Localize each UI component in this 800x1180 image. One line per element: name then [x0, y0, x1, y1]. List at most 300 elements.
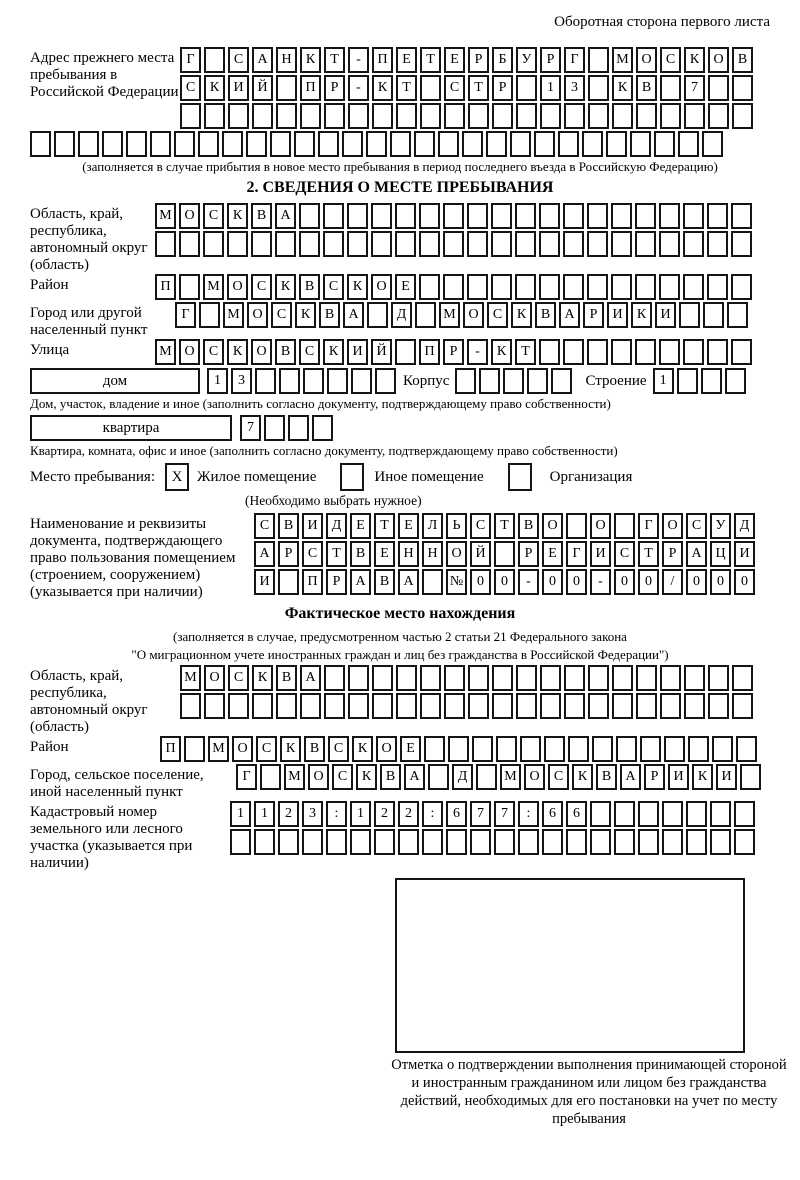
char-cell[interactable]: 3 [302, 801, 323, 827]
char-cell[interactable] [731, 231, 752, 257]
char-cell[interactable] [347, 203, 368, 229]
char-cell[interactable]: А [350, 569, 371, 595]
char-cell[interactable]: И [668, 764, 689, 790]
char-cell[interactable]: Е [395, 274, 416, 300]
char-cell[interactable]: Е [350, 513, 371, 539]
char-cell[interactable] [707, 339, 728, 365]
char-cell[interactable] [294, 131, 315, 157]
char-cell[interactable] [660, 693, 681, 719]
char-cell[interactable]: М [439, 302, 460, 328]
char-cell[interactable] [635, 231, 656, 257]
char-cell[interactable]: С [328, 736, 349, 762]
char-cell[interactable]: Е [398, 513, 419, 539]
char-cell[interactable]: Р [518, 541, 539, 567]
char-cell[interactable]: М [180, 665, 201, 691]
char-cell[interactable]: Е [400, 736, 421, 762]
char-cell[interactable]: С [254, 513, 275, 539]
char-cell[interactable] [491, 231, 512, 257]
char-cell[interactable] [468, 103, 489, 129]
char-cell[interactable]: С [180, 75, 201, 101]
char-cell[interactable] [300, 693, 321, 719]
char-cell[interactable] [540, 103, 561, 129]
char-cell[interactable] [612, 103, 633, 129]
char-cell[interactable] [300, 103, 321, 129]
char-cell[interactable] [636, 693, 657, 719]
char-cell[interactable]: С [444, 75, 465, 101]
char-cell[interactable] [614, 801, 635, 827]
char-cell[interactable]: 7 [494, 801, 515, 827]
char-cell[interactable]: 3 [231, 368, 252, 394]
char-cell[interactable]: К [323, 339, 344, 365]
char-cell[interactable] [611, 203, 632, 229]
char-cell[interactable]: В [374, 569, 395, 595]
char-cell[interactable]: А [404, 764, 425, 790]
char-cell[interactable] [614, 829, 635, 855]
char-cell[interactable] [616, 736, 637, 762]
char-cell[interactable] [510, 131, 531, 157]
char-cell[interactable] [252, 693, 273, 719]
char-cell[interactable]: В [535, 302, 556, 328]
char-cell[interactable]: 0 [494, 569, 515, 595]
char-cell[interactable]: - [348, 47, 369, 73]
char-cell[interactable] [276, 75, 297, 101]
char-cell[interactable] [534, 131, 555, 157]
char-cell[interactable]: А [254, 541, 275, 567]
char-cell[interactable] [732, 103, 753, 129]
char-cell[interactable]: А [686, 541, 707, 567]
char-cell[interactable]: И [228, 75, 249, 101]
char-cell[interactable] [588, 47, 609, 73]
char-cell[interactable] [708, 75, 729, 101]
char-cell[interactable]: К [204, 75, 225, 101]
char-cell[interactable]: С [299, 339, 320, 365]
char-cell[interactable]: К [352, 736, 373, 762]
char-cell[interactable] [342, 131, 363, 157]
char-cell[interactable] [708, 665, 729, 691]
char-cell[interactable]: К [300, 47, 321, 73]
char-cell[interactable] [635, 203, 656, 229]
char-cell[interactable] [279, 368, 300, 394]
char-cell[interactable] [222, 131, 243, 157]
char-cell[interactable]: Г [564, 47, 585, 73]
char-cell[interactable]: К [511, 302, 532, 328]
char-cell[interactable] [636, 665, 657, 691]
char-cell[interactable]: Р [326, 569, 347, 595]
char-cell[interactable]: М [284, 764, 305, 790]
char-cell[interactable]: С [686, 513, 707, 539]
char-cell[interactable]: И [607, 302, 628, 328]
char-cell[interactable] [516, 103, 537, 129]
char-cell[interactable] [516, 665, 537, 691]
char-cell[interactable]: М [500, 764, 521, 790]
char-cell[interactable] [179, 274, 200, 300]
char-cell[interactable] [635, 274, 656, 300]
char-cell[interactable] [515, 274, 536, 300]
char-cell[interactable] [372, 665, 393, 691]
char-cell[interactable]: А [559, 302, 580, 328]
char-cell[interactable]: 2 [278, 801, 299, 827]
char-cell[interactable]: К [572, 764, 593, 790]
char-cell[interactable]: Т [638, 541, 659, 567]
char-cell[interactable]: К [227, 203, 248, 229]
char-cell[interactable] [544, 736, 565, 762]
char-cell[interactable] [606, 131, 627, 157]
char-cell[interactable] [654, 131, 675, 157]
char-cell[interactable] [492, 665, 513, 691]
char-cell[interactable] [679, 302, 700, 328]
char-cell[interactable]: С [323, 274, 344, 300]
char-cell[interactable]: М [155, 339, 176, 365]
char-cell[interactable]: О [542, 513, 563, 539]
char-cell[interactable] [542, 829, 563, 855]
char-cell[interactable]: - [518, 569, 539, 595]
char-cell[interactable] [702, 131, 723, 157]
char-cell[interactable] [467, 231, 488, 257]
char-cell[interactable]: О [446, 541, 467, 567]
char-cell[interactable] [703, 302, 724, 328]
char-cell[interactable] [444, 103, 465, 129]
char-cell[interactable]: О [376, 736, 397, 762]
char-cell[interactable]: 0 [734, 569, 755, 595]
checkbox-organization[interactable] [508, 463, 532, 491]
char-cell[interactable]: И [716, 764, 737, 790]
char-cell[interactable] [587, 231, 608, 257]
char-cell[interactable] [54, 131, 75, 157]
char-cell[interactable]: С [614, 541, 635, 567]
char-cell[interactable] [371, 203, 392, 229]
char-cell[interactable] [150, 131, 171, 157]
char-cell[interactable] [444, 665, 465, 691]
char-cell[interactable]: О [227, 274, 248, 300]
char-cell[interactable]: В [319, 302, 340, 328]
char-cell[interactable]: Р [583, 302, 604, 328]
char-cell[interactable] [324, 103, 345, 129]
char-cell[interactable] [367, 302, 388, 328]
char-cell[interactable] [491, 203, 512, 229]
char-cell[interactable]: 1 [254, 801, 275, 827]
char-cell[interactable] [260, 764, 281, 790]
char-cell[interactable] [662, 801, 683, 827]
char-cell[interactable]: К [280, 736, 301, 762]
char-cell[interactable] [539, 274, 560, 300]
char-cell[interactable] [731, 203, 752, 229]
char-cell[interactable] [324, 693, 345, 719]
char-cell[interactable] [374, 829, 395, 855]
char-cell[interactable] [588, 665, 609, 691]
char-cell[interactable] [592, 736, 613, 762]
char-cell[interactable]: У [710, 513, 731, 539]
char-cell[interactable]: Р [644, 764, 665, 790]
char-cell[interactable]: О [524, 764, 545, 790]
char-cell[interactable] [659, 203, 680, 229]
char-cell[interactable]: И [590, 541, 611, 567]
char-cell[interactable]: О [247, 302, 268, 328]
char-cell[interactable]: С [548, 764, 569, 790]
char-cell[interactable] [180, 103, 201, 129]
char-cell[interactable] [684, 693, 705, 719]
char-cell[interactable] [564, 103, 585, 129]
char-cell[interactable] [347, 231, 368, 257]
char-cell[interactable] [327, 368, 348, 394]
char-cell[interactable] [276, 693, 297, 719]
char-cell[interactable]: - [467, 339, 488, 365]
char-cell[interactable]: 0 [614, 569, 635, 595]
char-cell[interactable] [660, 103, 681, 129]
char-cell[interactable] [326, 829, 347, 855]
char-cell[interactable] [275, 231, 296, 257]
char-cell[interactable]: О [708, 47, 729, 73]
char-cell[interactable] [372, 103, 393, 129]
char-cell[interactable]: О [179, 203, 200, 229]
char-cell[interactable] [683, 274, 704, 300]
char-cell[interactable]: Р [443, 339, 464, 365]
char-cell[interactable]: / [662, 569, 683, 595]
char-cell[interactable] [323, 203, 344, 229]
char-cell[interactable] [395, 339, 416, 365]
char-cell[interactable]: К [612, 75, 633, 101]
char-cell[interactable] [494, 541, 515, 567]
char-cell[interactable] [228, 693, 249, 719]
char-cell[interactable]: С [203, 203, 224, 229]
char-cell[interactable]: О [636, 47, 657, 73]
char-cell[interactable]: О [251, 339, 272, 365]
char-cell[interactable]: 0 [566, 569, 587, 595]
char-cell[interactable] [659, 274, 680, 300]
char-cell[interactable] [588, 75, 609, 101]
char-cell[interactable]: Й [470, 541, 491, 567]
char-cell[interactable]: П [160, 736, 181, 762]
char-cell[interactable] [636, 103, 657, 129]
char-cell[interactable]: В [304, 736, 325, 762]
char-cell[interactable]: Д [734, 513, 755, 539]
char-cell[interactable] [455, 368, 476, 394]
char-cell[interactable] [708, 693, 729, 719]
char-cell[interactable]: Й [371, 339, 392, 365]
char-cell[interactable] [678, 131, 699, 157]
char-cell[interactable] [564, 693, 585, 719]
char-cell[interactable] [515, 203, 536, 229]
char-cell[interactable]: У [516, 47, 537, 73]
char-cell[interactable] [660, 665, 681, 691]
char-cell[interactable] [491, 274, 512, 300]
char-cell[interactable] [199, 302, 220, 328]
char-cell[interactable] [688, 736, 709, 762]
char-cell[interactable]: К [227, 339, 248, 365]
char-cell[interactable]: С [470, 513, 491, 539]
char-cell[interactable]: Р [662, 541, 683, 567]
char-cell[interactable]: М [155, 203, 176, 229]
char-cell[interactable]: Ц [710, 541, 731, 567]
char-cell[interactable]: И [655, 302, 676, 328]
char-cell[interactable]: А [343, 302, 364, 328]
char-cell[interactable] [612, 693, 633, 719]
char-cell[interactable] [102, 131, 123, 157]
checkbox-residential[interactable]: X [165, 463, 189, 491]
char-cell[interactable] [462, 131, 483, 157]
char-cell[interactable] [420, 693, 441, 719]
char-cell[interactable] [515, 231, 536, 257]
char-cell[interactable]: Е [444, 47, 465, 73]
char-cell[interactable] [540, 665, 561, 691]
char-cell[interactable]: П [302, 569, 323, 595]
char-cell[interactable]: А [620, 764, 641, 790]
char-cell[interactable] [683, 203, 704, 229]
char-cell[interactable] [707, 274, 728, 300]
char-cell[interactable] [540, 693, 561, 719]
char-cell[interactable]: Р [468, 47, 489, 73]
char-cell[interactable]: С [203, 339, 224, 365]
char-cell[interactable] [398, 829, 419, 855]
char-cell[interactable]: К [252, 665, 273, 691]
char-cell[interactable] [518, 829, 539, 855]
char-cell[interactable] [710, 829, 731, 855]
char-cell[interactable]: Л [422, 513, 443, 539]
char-cell[interactable] [254, 829, 275, 855]
char-cell[interactable] [230, 829, 251, 855]
char-cell[interactable] [278, 829, 299, 855]
char-cell[interactable] [479, 368, 500, 394]
char-cell[interactable] [395, 203, 416, 229]
char-cell[interactable] [563, 231, 584, 257]
char-cell[interactable]: В [518, 513, 539, 539]
char-cell[interactable] [299, 203, 320, 229]
char-cell[interactable] [30, 131, 51, 157]
char-cell[interactable] [468, 665, 489, 691]
char-cell[interactable] [318, 131, 339, 157]
char-cell[interactable] [443, 274, 464, 300]
char-cell[interactable] [638, 801, 659, 827]
char-cell[interactable] [539, 339, 560, 365]
char-cell[interactable] [396, 665, 417, 691]
char-cell[interactable]: 0 [470, 569, 491, 595]
char-cell[interactable] [246, 131, 267, 157]
char-cell[interactable]: П [300, 75, 321, 101]
char-cell[interactable]: К [275, 274, 296, 300]
char-cell[interactable] [732, 693, 753, 719]
char-cell[interactable] [270, 131, 291, 157]
char-cell[interactable]: К [295, 302, 316, 328]
char-cell[interactable] [503, 368, 524, 394]
char-cell[interactable]: 0 [710, 569, 731, 595]
char-cell[interactable]: Р [278, 541, 299, 567]
char-cell[interactable] [448, 736, 469, 762]
char-cell[interactable]: Т [494, 513, 515, 539]
char-cell[interactable] [732, 75, 753, 101]
char-cell[interactable] [708, 103, 729, 129]
char-cell[interactable]: Д [391, 302, 412, 328]
char-cell[interactable] [612, 665, 633, 691]
char-cell[interactable] [203, 231, 224, 257]
char-cell[interactable] [351, 368, 372, 394]
char-cell[interactable] [558, 131, 579, 157]
char-cell[interactable] [640, 736, 661, 762]
char-cell[interactable]: М [612, 47, 633, 73]
char-cell[interactable]: И [254, 569, 275, 595]
char-cell[interactable] [467, 203, 488, 229]
char-cell[interactable] [366, 131, 387, 157]
char-cell[interactable] [228, 103, 249, 129]
char-cell[interactable] [78, 131, 99, 157]
char-cell[interactable] [590, 801, 611, 827]
char-cell[interactable] [126, 131, 147, 157]
char-cell[interactable] [614, 513, 635, 539]
char-cell[interactable]: 1 [653, 368, 674, 394]
char-cell[interactable] [660, 75, 681, 101]
char-cell[interactable]: О [371, 274, 392, 300]
char-cell[interactable] [563, 274, 584, 300]
char-cell[interactable]: П [372, 47, 393, 73]
char-cell[interactable]: С [332, 764, 353, 790]
char-cell[interactable] [684, 665, 705, 691]
char-cell[interactable] [731, 274, 752, 300]
char-cell[interactable] [734, 829, 755, 855]
char-cell[interactable] [419, 274, 440, 300]
char-cell[interactable] [420, 75, 441, 101]
char-cell[interactable] [422, 569, 443, 595]
char-cell[interactable] [566, 829, 587, 855]
char-cell[interactable] [566, 513, 587, 539]
char-cell[interactable] [396, 103, 417, 129]
char-cell[interactable]: - [348, 75, 369, 101]
char-cell[interactable] [438, 131, 459, 157]
char-cell[interactable]: В [380, 764, 401, 790]
char-cell[interactable]: И [347, 339, 368, 365]
char-cell[interactable]: Т [396, 75, 417, 101]
char-cell[interactable]: Н [398, 541, 419, 567]
char-cell[interactable]: С [487, 302, 508, 328]
char-cell[interactable] [707, 231, 728, 257]
char-cell[interactable]: Е [542, 541, 563, 567]
char-cell[interactable] [727, 302, 748, 328]
char-cell[interactable] [302, 829, 323, 855]
char-cell[interactable] [683, 231, 704, 257]
char-cell[interactable]: С [302, 541, 323, 567]
char-cell[interactable] [611, 231, 632, 257]
char-cell[interactable] [252, 103, 273, 129]
char-cell[interactable]: Т [374, 513, 395, 539]
char-cell[interactable] [734, 801, 755, 827]
char-cell[interactable]: : [422, 801, 443, 827]
char-cell[interactable]: Г [638, 513, 659, 539]
char-cell[interactable] [736, 736, 757, 762]
char-cell[interactable] [303, 368, 324, 394]
char-cell[interactable]: 0 [686, 569, 707, 595]
char-cell[interactable] [179, 231, 200, 257]
char-cell[interactable] [227, 231, 248, 257]
char-cell[interactable] [494, 829, 515, 855]
char-cell[interactable]: Б [492, 47, 513, 73]
char-cell[interactable] [611, 339, 632, 365]
char-cell[interactable] [677, 368, 698, 394]
char-cell[interactable]: М [208, 736, 229, 762]
char-cell[interactable]: Т [324, 47, 345, 73]
char-cell[interactable] [486, 131, 507, 157]
char-cell[interactable] [251, 231, 272, 257]
char-cell[interactable] [443, 203, 464, 229]
char-cell[interactable] [590, 829, 611, 855]
char-cell[interactable] [255, 368, 276, 394]
char-cell[interactable] [492, 103, 513, 129]
char-cell[interactable]: О [590, 513, 611, 539]
char-cell[interactable]: Г [236, 764, 257, 790]
char-cell[interactable] [428, 764, 449, 790]
char-cell[interactable] [707, 203, 728, 229]
char-cell[interactable] [740, 764, 761, 790]
char-cell[interactable]: Т [468, 75, 489, 101]
char-cell[interactable] [348, 103, 369, 129]
char-cell[interactable] [635, 339, 656, 365]
char-cell[interactable]: С [660, 47, 681, 73]
